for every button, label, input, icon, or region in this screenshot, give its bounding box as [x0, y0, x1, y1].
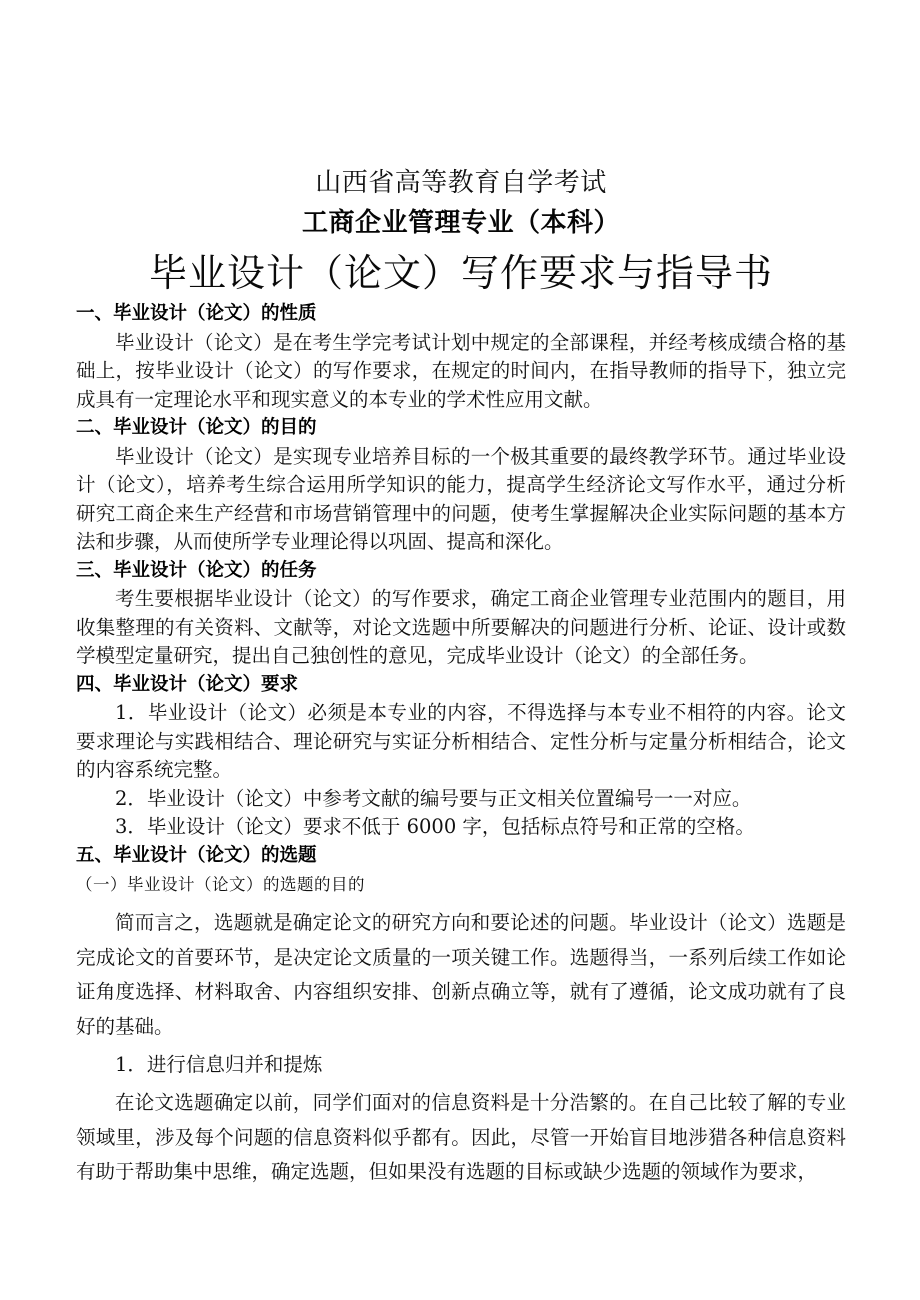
section-heading-1: 一、毕业设计（论文）的性质: [76, 303, 317, 324]
section-body-3: 考生要根据毕业设计（论文）的写作要求，确定工商企业管理专业范围内的题目，用收集整理的有关资料、文献等，对论文选题中所要解决的问题进行分析、论证、设计或数学模型定量研究，提出自己独创性的意见，完成毕业设计（论文）的全部任务。: [76, 587, 846, 667]
section-body-2: 毕业设计（论文）是实现专业培养目标的一个极其重要的最终教学环节。通过毕业设计（论文），培养考生综合运用所学知识的能力，提高学生经济论文写作水平，通过分析研究工商企来生产经营和市场营销管理中的问题，使考生掌握解决企业实际问题的基本方法和步骤，从而使所学专业理论得以巩固、提高和深化。: [76, 444, 846, 553]
section-heading-5: 五、毕业设计（论文）的选题: [76, 844, 317, 866]
section-4-item-3: 3．毕业设计（论文）要求不低于 6000 字，包括标点符号和正常的空格。: [115, 815, 755, 838]
document-subtitle-major: 工商企业管理专业（本科）: [301, 208, 620, 238]
document-subtitle-institution: 山西省高等教育自学考试: [315, 168, 607, 198]
section-4-item-2: 2．毕业设计（论文）中参考文献的编号要与正文相关位置编号一一对应。: [115, 786, 752, 810]
section-heading-2: 二、毕业设计（论文）的目的: [76, 417, 317, 438]
section-5-item-body-1: 在论文选题确定以前，同学们面对的信息资料是十分浩繁的。在自己比较了解的专业领域里，涉及每个问题的信息资料似乎都有。因此，尽管一开始盲目地涉猎各种信息资料有助于帮助集中思维，确定选题，但如果没有选题的目标或缺少选题的领域作为要求，: [76, 1091, 846, 1183]
section-5-subheading: （一）毕业设计（论文）的选题的目的: [76, 875, 365, 894]
title-block: [76, 0, 846, 300]
section-heading-4: 四、毕业设计（论文）要求: [76, 673, 299, 695]
document-content: [76, 0, 846, 1190]
section-heading-3: 三、毕业设计（论文）的任务: [76, 559, 317, 581]
page-title: 毕业设计（论文）写作要求与指导书: [148, 251, 773, 295]
section-5-item-heading-1: 1．进行信息归并和提炼: [115, 1053, 323, 1076]
section-body-1: 毕业设计（论文）是在考生学完考试计划中规定的全部课程，并经考核成绩合格的基础上，按毕业设计（论文）的写作要求，在规定的时间内，在指导教师的指导下，独立完成具有一定理论水平和现实意义的本专业的学术性应用文献。: [76, 330, 846, 411]
section-5-body: 简而言之，选题就是确定论文的研究方向和要论述的问题。毕业设计（论文）选题是完成论文的首要环节，是决定论文质量的一项关键工作。选题得当，一系列后续工作如论证角度选择、材料取舍、内容组织安排、创新点确立等，就有了遵循，论文成功就有了良好的基础。: [76, 911, 846, 1038]
section-4-item-1: 1．毕业设计（论文）必须是本专业的内容，不得选择与本专业不相符的内容。论文要求理论与实践相结合、理论研究与实证分析相结合、定性分析与定量分析相结合，论文的内容系统完整。: [76, 701, 846, 781]
